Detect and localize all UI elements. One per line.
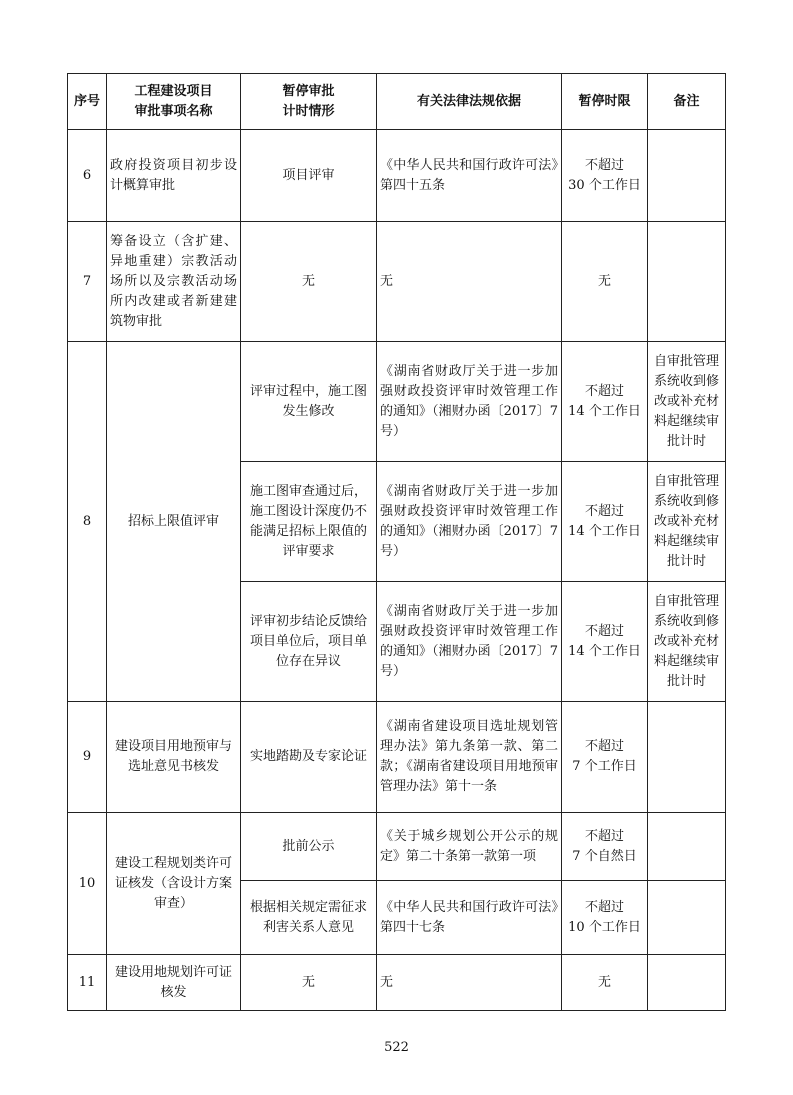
row-serial-no: 6 (68, 130, 107, 222)
table-row (68, 342, 726, 462)
row-limit: 不超过 7 个自然日 (562, 813, 648, 881)
row-serial-no: 11 (68, 955, 107, 1011)
table-row (68, 955, 726, 1011)
table-row (68, 222, 726, 342)
row-remark: 自审批管理系统收到修改或补充材料起继续审批计时 (648, 582, 726, 702)
row-situation: 评审过程中，施工图发生修改 (241, 342, 377, 462)
row-situation: 评审初步结论反馈给项目单位后，项目单位存在异议 (241, 582, 377, 702)
row-limit: 不超过 14 个工作日 (562, 342, 648, 462)
row-remark: 自审批管理系统收到修改或补充材料起继续审批计时 (648, 342, 726, 462)
row-limit: 无 (562, 955, 648, 1011)
row-item-name: 政府投资项目初步设计概算审批 (107, 130, 241, 222)
row-remark (648, 881, 726, 955)
row-legal-basis: 无 (377, 222, 562, 342)
row-legal-basis: 《湖南省财政厅关于进一步加强财政投资评审时效管理工作的通知》（湘财办函〔2017〕7 号） (377, 462, 562, 582)
row-serial-no: 8 (68, 342, 107, 702)
row-remark (648, 130, 726, 222)
row-serial-no: 9 (68, 702, 107, 813)
row-limit: 无 (562, 222, 648, 342)
row-situation: 根据相关规定需征求利害关系人意见 (241, 881, 377, 955)
row-situation: 无 (241, 222, 377, 342)
row-remark (648, 222, 726, 342)
row-remark (648, 702, 726, 813)
row-legal-basis: 《湖南省财政厅关于进一步加强财政投资评审时效管理工作的通知》（湘财办函〔2017〕7 号） (377, 342, 562, 462)
row-item-name: 建设项目用地预审与选址意见书核发 (107, 702, 241, 813)
row-situation: 施工图审查通过后，施工图设计深度仍不能满足招标上限值的评审要求 (241, 462, 377, 582)
table-row (68, 130, 726, 222)
row-situation: 批前公示 (241, 813, 377, 881)
row-item-name: 招标上限值评审 (107, 342, 241, 702)
header-serial-no: 序号 (68, 74, 107, 130)
header-remark: 备注 (648, 74, 726, 130)
row-serial-no: 7 (68, 222, 107, 342)
approval-suspension-table (67, 73, 726, 1011)
row-legal-basis: 无 (377, 955, 562, 1011)
row-item-name: 建设工程规划类许可证核发（含设计方案审查） (107, 813, 241, 955)
row-situation: 实地踏勘及专家论证 (241, 702, 377, 813)
row-legal-basis: 《中华人民共和国行政许可法》第四十五条 (377, 130, 562, 222)
row-limit: 不超过 7 个工作日 (562, 702, 648, 813)
row-legal-basis: 《中华人民共和国行政许可法》第四十七条 (377, 881, 562, 955)
table-row (68, 702, 726, 813)
row-situation: 项目评审 (241, 130, 377, 222)
row-legal-basis: 《湖南省建设项目选址规划管理办法》第九条第一款、第二款；《湖南省建设项目用地预审管理办法》第十一条 (377, 702, 562, 813)
row-legal-basis: 《关于城乡规划公开公示的规定》第二十条第一款第一项 (377, 813, 562, 881)
row-remark (648, 813, 726, 881)
table-row (68, 813, 726, 881)
header-legal-basis: 有关法律法规依据 (377, 74, 562, 130)
row-legal-basis: 《湖南省财政厅关于进一步加强财政投资评审时效管理工作的通知》（湘财办函〔2017〕7 号） (377, 582, 562, 702)
row-item-name: 筹备设立（含扩建、异地重建）宗教活动场所以及宗教活动场所内改建或者新建建筑物审批 (107, 222, 241, 342)
page-number: 522 (384, 1040, 409, 1055)
row-limit: 不超过 14 个工作日 (562, 582, 648, 702)
row-limit: 不超过 10 个工作日 (562, 881, 648, 955)
row-serial-no: 10 (68, 813, 107, 955)
table-header-row (68, 74, 726, 130)
header-suspension-limit: 暂停时限 (562, 74, 648, 130)
row-limit: 不超过 14 个工作日 (562, 462, 648, 582)
header-item-name: 工程建设项目 审批事项名称 (107, 74, 241, 130)
row-situation: 无 (241, 955, 377, 1011)
row-item-name: 建设用地规划许可证核发 (107, 955, 241, 1011)
row-remark (648, 955, 726, 1011)
header-suspension-situation: 暂停审批 计时情形 (241, 74, 377, 130)
row-limit: 不超过 30 个工作日 (562, 130, 648, 222)
row-remark: 自审批管理系统收到修改或补充材料起继续审批计时 (648, 462, 726, 582)
